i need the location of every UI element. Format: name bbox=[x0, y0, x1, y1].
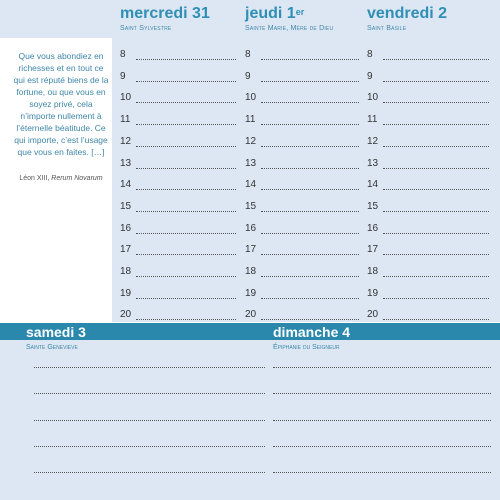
day-name: mercredi 31 bbox=[120, 5, 210, 22]
hour-line bbox=[261, 245, 359, 255]
day-header-wednesday bbox=[120, 4, 210, 32]
day-title bbox=[367, 4, 447, 24]
hour-label: 10 bbox=[367, 92, 379, 104]
hour-line bbox=[136, 115, 236, 125]
hour-slot[interactable] bbox=[120, 220, 236, 234]
hour-slot[interactable] bbox=[367, 68, 489, 82]
hour-label: 11 bbox=[120, 114, 131, 126]
hour-label: 9 bbox=[245, 70, 251, 82]
hour-slot[interactable] bbox=[245, 176, 359, 190]
hour-slot[interactable] bbox=[245, 241, 359, 255]
hour-label: 15 bbox=[120, 200, 132, 212]
hour-slot[interactable] bbox=[120, 46, 236, 60]
hour-line bbox=[136, 245, 236, 255]
hour-line bbox=[383, 289, 489, 299]
hour-label: 18 bbox=[367, 266, 379, 277]
hour-slot[interactable] bbox=[120, 133, 236, 147]
hour-line bbox=[261, 137, 359, 147]
hour-label: 11 bbox=[367, 114, 378, 126]
day-header-thursday bbox=[245, 4, 333, 32]
hour-line bbox=[383, 202, 489, 212]
weekend-saint-sunday: Épiphanie du Seigneur bbox=[273, 344, 340, 351]
weekend-note-line[interactable] bbox=[273, 446, 491, 447]
hour-line bbox=[383, 159, 489, 169]
hour-slot[interactable] bbox=[367, 241, 489, 255]
hour-slot[interactable] bbox=[245, 133, 359, 147]
hour-label: 18 bbox=[245, 266, 257, 277]
hour-line bbox=[261, 180, 359, 190]
hour-label: 12 bbox=[245, 135, 257, 147]
hour-line bbox=[383, 93, 489, 103]
hour-slot[interactable] bbox=[367, 285, 489, 299]
hour-slot[interactable] bbox=[245, 111, 359, 125]
weekend-day-sunday: dimanche 4 bbox=[273, 324, 351, 340]
hour-line bbox=[136, 50, 236, 60]
hour-slot[interactable] bbox=[367, 89, 489, 103]
hour-line bbox=[383, 180, 489, 190]
weekend-saint-saturday: Sainte Geneviève bbox=[26, 344, 78, 351]
hour-slot[interactable] bbox=[367, 198, 489, 212]
hour-slot[interactable] bbox=[245, 285, 359, 299]
hour-line bbox=[136, 72, 236, 82]
hour-slot[interactable] bbox=[120, 89, 236, 103]
hour-label: 13 bbox=[245, 157, 257, 169]
hour-label: 16 bbox=[245, 222, 257, 234]
hour-label: 20 bbox=[367, 309, 379, 321]
hour-line bbox=[136, 159, 236, 169]
day-header-friday bbox=[367, 4, 447, 32]
hour-line bbox=[261, 50, 359, 60]
hour-slot[interactable] bbox=[120, 263, 236, 277]
day-saint: Saint Basile bbox=[367, 25, 407, 32]
hour-label: 10 bbox=[245, 92, 257, 104]
day-name: vendredi 2 bbox=[367, 5, 448, 22]
weekend-note-line[interactable] bbox=[34, 367, 265, 368]
hour-line bbox=[383, 137, 489, 147]
hour-label: 9 bbox=[120, 70, 126, 82]
weekend-note-line[interactable] bbox=[34, 420, 265, 421]
hour-line bbox=[383, 267, 489, 277]
hour-slot[interactable] bbox=[120, 241, 236, 255]
day-sup: er bbox=[295, 7, 305, 17]
hour-label: 19 bbox=[245, 287, 257, 299]
weekend-day-saturday: samedi 3 bbox=[26, 324, 86, 340]
weekend-note-line[interactable] bbox=[34, 446, 265, 447]
hour-slot[interactable] bbox=[245, 46, 359, 60]
hour-label: 20 bbox=[120, 309, 132, 321]
hour-line bbox=[261, 310, 359, 320]
weekend-note-line[interactable] bbox=[34, 472, 265, 473]
hour-line bbox=[136, 93, 236, 103]
hour-slot[interactable] bbox=[367, 220, 489, 234]
hour-slot[interactable] bbox=[120, 198, 236, 212]
hour-line bbox=[383, 310, 489, 320]
hour-line bbox=[261, 72, 359, 82]
hour-line bbox=[136, 310, 236, 320]
hour-slot[interactable] bbox=[367, 176, 489, 190]
quote-work: Rerum Novarum bbox=[51, 175, 103, 182]
hour-line bbox=[383, 115, 489, 125]
weekend-note-line[interactable] bbox=[273, 472, 491, 473]
hour-line bbox=[261, 202, 359, 212]
hour-slot[interactable] bbox=[120, 306, 236, 320]
hour-label: 15 bbox=[245, 200, 257, 212]
hour-slot[interactable] bbox=[245, 306, 359, 320]
hour-label: 14 bbox=[245, 179, 257, 191]
hour-line bbox=[261, 115, 359, 125]
hour-label: 12 bbox=[367, 135, 379, 147]
hour-line bbox=[136, 180, 236, 190]
hour-line bbox=[136, 289, 236, 299]
hour-label: 17 bbox=[120, 244, 132, 256]
hour-label: 12 bbox=[120, 135, 132, 147]
hour-label: 8 bbox=[367, 49, 373, 60]
hour-slot[interactable] bbox=[367, 133, 489, 147]
hour-line bbox=[136, 202, 236, 212]
day-saint: Sainte Marie, Mère de Dieu bbox=[245, 25, 334, 32]
hour-label: 8 bbox=[245, 49, 251, 60]
hour-label: 15 bbox=[367, 200, 379, 212]
hour-label: 11 bbox=[245, 114, 256, 126]
hour-slot[interactable] bbox=[245, 220, 359, 234]
hour-label: 16 bbox=[367, 222, 379, 234]
day-title bbox=[120, 4, 210, 24]
weekend-note-line[interactable] bbox=[273, 367, 491, 368]
quote-author: Léon XIII, bbox=[19, 175, 50, 182]
hour-slot[interactable] bbox=[367, 155, 489, 169]
hour-slot[interactable] bbox=[367, 263, 489, 277]
quote-source bbox=[12, 175, 110, 182]
hour-line bbox=[136, 137, 236, 147]
hour-label: 17 bbox=[245, 244, 257, 256]
hour-label: 18 bbox=[120, 266, 132, 277]
weekend-note-line[interactable] bbox=[34, 393, 265, 394]
hour-slot[interactable] bbox=[245, 68, 359, 82]
hour-slot[interactable] bbox=[245, 155, 359, 169]
day-title bbox=[245, 4, 333, 24]
hour-label: 9 bbox=[367, 70, 373, 82]
hour-slot[interactable] bbox=[245, 198, 359, 212]
hour-label: 16 bbox=[120, 222, 132, 234]
hour-slot[interactable] bbox=[120, 176, 236, 190]
hour-slot[interactable] bbox=[120, 155, 236, 169]
hour-label: 13 bbox=[367, 157, 379, 169]
hour-slot[interactable] bbox=[367, 111, 489, 125]
hour-slot[interactable] bbox=[367, 46, 489, 60]
hour-line bbox=[383, 72, 489, 82]
hour-label: 14 bbox=[120, 179, 132, 191]
day-saint: Saint Sylvestre bbox=[120, 25, 172, 32]
hour-line bbox=[261, 289, 359, 299]
hour-line bbox=[383, 50, 489, 60]
hour-slot[interactable] bbox=[120, 111, 236, 125]
hour-line bbox=[136, 267, 236, 277]
hour-line bbox=[261, 93, 359, 103]
hour-line bbox=[261, 159, 359, 169]
hour-label: 19 bbox=[120, 287, 132, 299]
hour-label: 20 bbox=[245, 309, 257, 321]
hour-label: 10 bbox=[120, 92, 132, 104]
hour-label: 13 bbox=[120, 157, 132, 169]
hour-line bbox=[261, 267, 359, 277]
hour-label: 19 bbox=[367, 287, 379, 299]
hour-slot[interactable] bbox=[245, 263, 359, 277]
hour-slot[interactable] bbox=[367, 306, 489, 320]
hour-label: 14 bbox=[367, 179, 379, 191]
hour-line bbox=[261, 224, 359, 234]
hour-slot[interactable] bbox=[120, 68, 236, 82]
hour-label: 17 bbox=[367, 244, 379, 256]
hour-line bbox=[383, 224, 489, 234]
hour-label: 8 bbox=[120, 49, 126, 60]
weekend-note-line[interactable] bbox=[273, 420, 491, 421]
hour-slot[interactable] bbox=[245, 89, 359, 103]
day-name: jeudi 1 bbox=[245, 5, 296, 22]
weekend-note-line[interactable] bbox=[273, 393, 491, 394]
hour-line bbox=[383, 245, 489, 255]
quote-text: Que vous abondiez en richesses et en tout ce qui est réputé biens de la fortune, ou que vous en soyez privé, cela n’importe nullement à l’éternelle béatitude. Ce qui importe, c’est l’usage que vous en faites. […] bbox=[13, 51, 109, 157]
hour-slot[interactable] bbox=[120, 285, 236, 299]
hour-line bbox=[136, 224, 236, 234]
